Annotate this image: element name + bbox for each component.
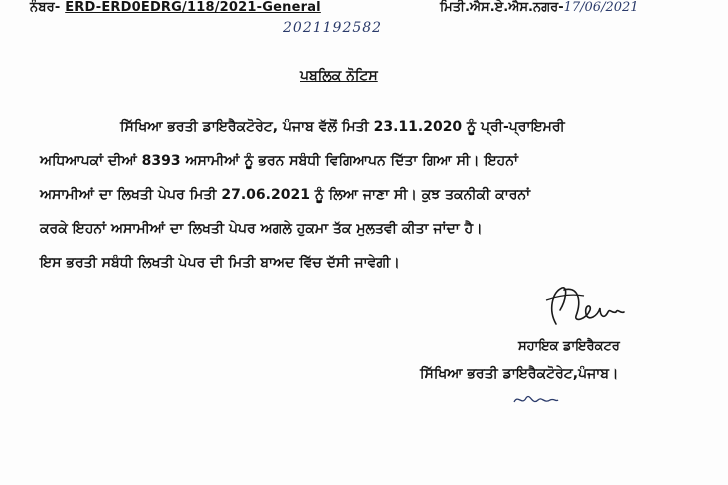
notice-title: ਪਬਲਿਕ ਨੋਟਿਸ	[300, 68, 378, 84]
reference-number	[30, 0, 321, 15]
diary-number: 2021192582	[283, 20, 383, 36]
date-value: 17/06/2021	[563, 0, 639, 15]
date-label: ਮਿਤੀ.ਐਸ.ਏ.ਐਸ.ਨਗਰ-	[440, 0, 564, 15]
notice-body	[40, 110, 690, 280]
signatory-designation: ਸਹਾਇਕ ਡਾਇਰੈਕਟਰ	[518, 339, 620, 354]
notice-line: ਅਧਿਆਪਕਾਂ ਦੀਆਂ 8393 ਅਸਾਮੀਆਂ ਨੂੰ ਭਰਨ ਸਬੰਧੀ ਵਿਗਿਆਪਨ ਦਿੱਤਾ ਗਿਆ ਸੀ। ਇਹਨਾਂ	[40, 153, 518, 169]
notice-line: ਇਸ ਭਰਤੀ ਸਬੰਧੀ ਲਿਖਤੀ ਪੇਪਰ ਦੀ ਮਿਤੀ ਬਾਅਦ ਵਿੱਚ ਦੱਸੀ ਜਾਵੇਗੀ।	[40, 255, 400, 271]
date-line	[440, 0, 639, 15]
notice-line: ਕਰਕੇ ਇਹਨਾਂ ਅਸਾਮੀਆਂ ਦਾ ਲਿਖਤੀ ਪੇਪਰ ਅਗਲੇ ਹੁਕਮਾ ਤੱਕ ਮੁਲਤਵੀ ਕੀਤਾ ਜਾਂਦਾ ਹੈ।	[40, 221, 483, 237]
handwritten-signature	[538, 280, 658, 330]
reference-prefix: ਨੰਬਰ-	[30, 0, 66, 15]
signatory-office: ਸਿੱਖਿਆ ਭਰਤੀ ਡਾਇਰੈਕਟੋਰੇਟ,ਪੰਜਾਬ।	[420, 366, 619, 382]
notice-line: ਅਸਾਮੀਆਂ ਦਾ ਲਿਖਤੀ ਪੇਪਰ ਮਿਤੀ 27.06.2021 ਨੂੰ ਲਿਆ ਜਾਣਾ ਸੀ। ਕੁਝ ਤਕਨੀਕੀ ਕਾਰਨਾਂ	[40, 187, 531, 203]
initials-scribble	[512, 392, 560, 408]
notice-line: ਸਿੱਖਿਆ ਭਰਤੀ ਡਾਇਰੈਕਟੋਰੇਟ, ਪੰਜਾਬ ਵੱਲੋਂ ਮਿਤੀ 23.11.2020 ਨੂੰ ਪ੍ਰੀ-ਪ੍ਰਾਇਮਰੀ	[120, 119, 565, 135]
reference-code: ERD-ERD0EDRG/118/2021-General	[65, 0, 321, 15]
